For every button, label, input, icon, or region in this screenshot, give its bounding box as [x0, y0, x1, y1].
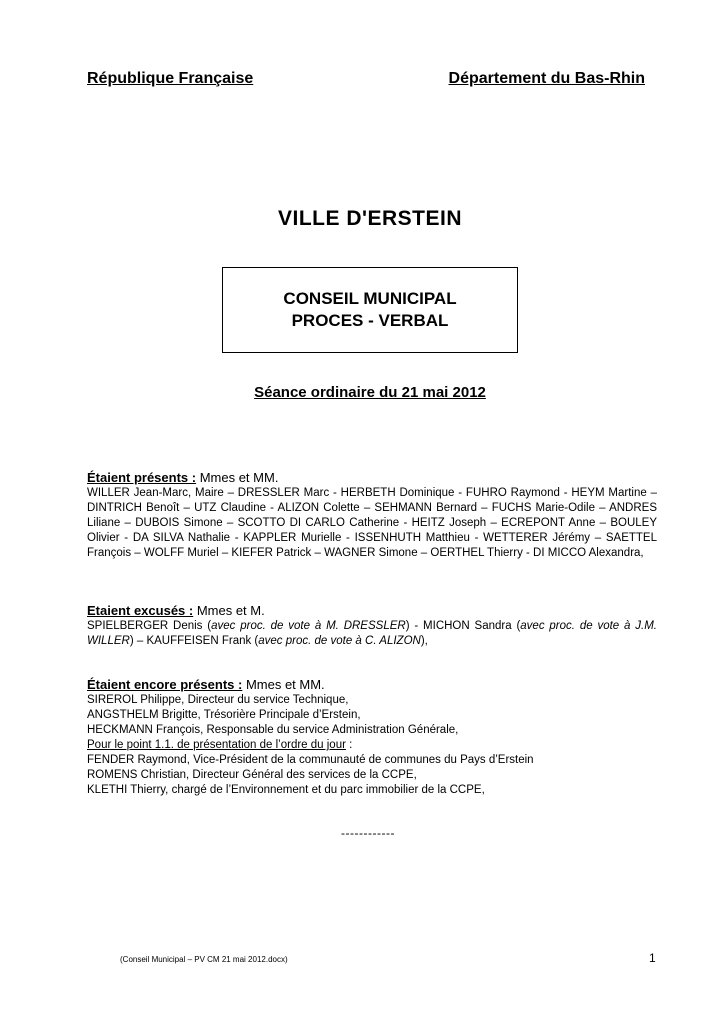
header-right: Département du Bas-Rhin: [448, 70, 645, 87]
presents-heading: [87, 470, 657, 486]
seance-title: Séance ordinaire du 21 mai 2012: [254, 384, 486, 401]
encore-line: FENDER Raymond, Vice-Président de la communauté de communes du Pays d’Erstein: [87, 754, 534, 766]
title-box: [222, 267, 518, 353]
encore-line: SIREROL Philippe, Directeur du service Technique,: [87, 694, 349, 706]
excuses-label: Etaient excusés :: [87, 603, 194, 618]
encore-line: HECKMANN François, Responsable du service Administration Générale,: [87, 724, 459, 736]
excuses-suffix: Mmes et M.: [193, 603, 265, 618]
excuses-list: [87, 619, 657, 649]
encore-line: ROMENS Christian, Directeur Général des services de la CCPE,: [87, 769, 417, 781]
presents-suffix: Mmes et MM.: [196, 470, 279, 485]
encore-line: KLETHI Thierry, chargé de l’Environnement et du parc immobilier de la CCPE,: [87, 784, 485, 796]
page-title: VILLE D'ERSTEIN: [277, 207, 462, 230]
encore-point-label: Pour le point 1.1. de présentation de l’ordre du jour: [87, 739, 346, 751]
presents-list: WILLER Jean-Marc, Maire – DRESSLER Marc - HERBETH Dominique - FUHRO Raymond - HEYM Martine – DINTRICH Benoît – UTZ Claudine - ALIZON Colette – SEHMANN Bernard – FUCHS Marie-Odile – ANDRES Liliane – DUBOIS Simone – SCOTTO DI CARLO Catherine - HEITZ Joseph – ECREPONT Anne – BOULEY Olivier - DA SILVA Nathalie - KAPPLER Murielle - ISSENHUTH Matthieu - WETTERER Jérémy – SAETTEL François – WOLFF Muriel – KIEFER Patrick – WAGNER Simone – OERTHEL Thierry - DI MICCO Alexandra,: [87, 487, 657, 559]
excuses-text-3: ) – KAUFFEISEN Frank (: [129, 635, 259, 647]
encore-point: [87, 738, 657, 753]
excuses-heading: [87, 603, 657, 619]
encore-point-suffix: :: [345, 739, 353, 751]
excuses-proxy-2: avec proc. de vote à J.M. WILLER: [87, 620, 657, 647]
section-presents: [87, 470, 657, 561]
encore-heading: [87, 677, 657, 693]
section-excuses: [87, 603, 657, 649]
separator: ------------: [341, 826, 395, 840]
title-box-line2: PROCES - VERBAL: [291, 311, 449, 330]
excuses-text-4: ),: [420, 635, 428, 647]
excuses-text-1: SPIELBERGER Denis (: [87, 620, 212, 632]
encore-suffix: Mmes et MM.: [242, 677, 325, 692]
encore-label: Étaient encore présents :: [87, 677, 243, 692]
excuses-proxy-3: avec proc. de vote à C. ALIZON: [258, 635, 421, 647]
encore-line: ANGSTHELM Brigitte, Trésorière Principale d’Erstein,: [87, 709, 361, 721]
excuses-proxy-1: avec proc. de vote à M. DRESSLER: [211, 620, 406, 632]
title-box-line1: CONSEIL MUNICIPAL: [283, 289, 457, 308]
header-left: République Française: [87, 70, 254, 87]
excuses-text-2: ) - MICHON Sandra (: [405, 620, 521, 632]
presents-label: Étaient présents :: [87, 470, 197, 485]
section-encore: [87, 677, 657, 798]
footer-filename: (Conseil Municipal – PV CM 21 mai 2012.docx): [120, 955, 288, 964]
page-number: 1: [649, 951, 656, 965]
